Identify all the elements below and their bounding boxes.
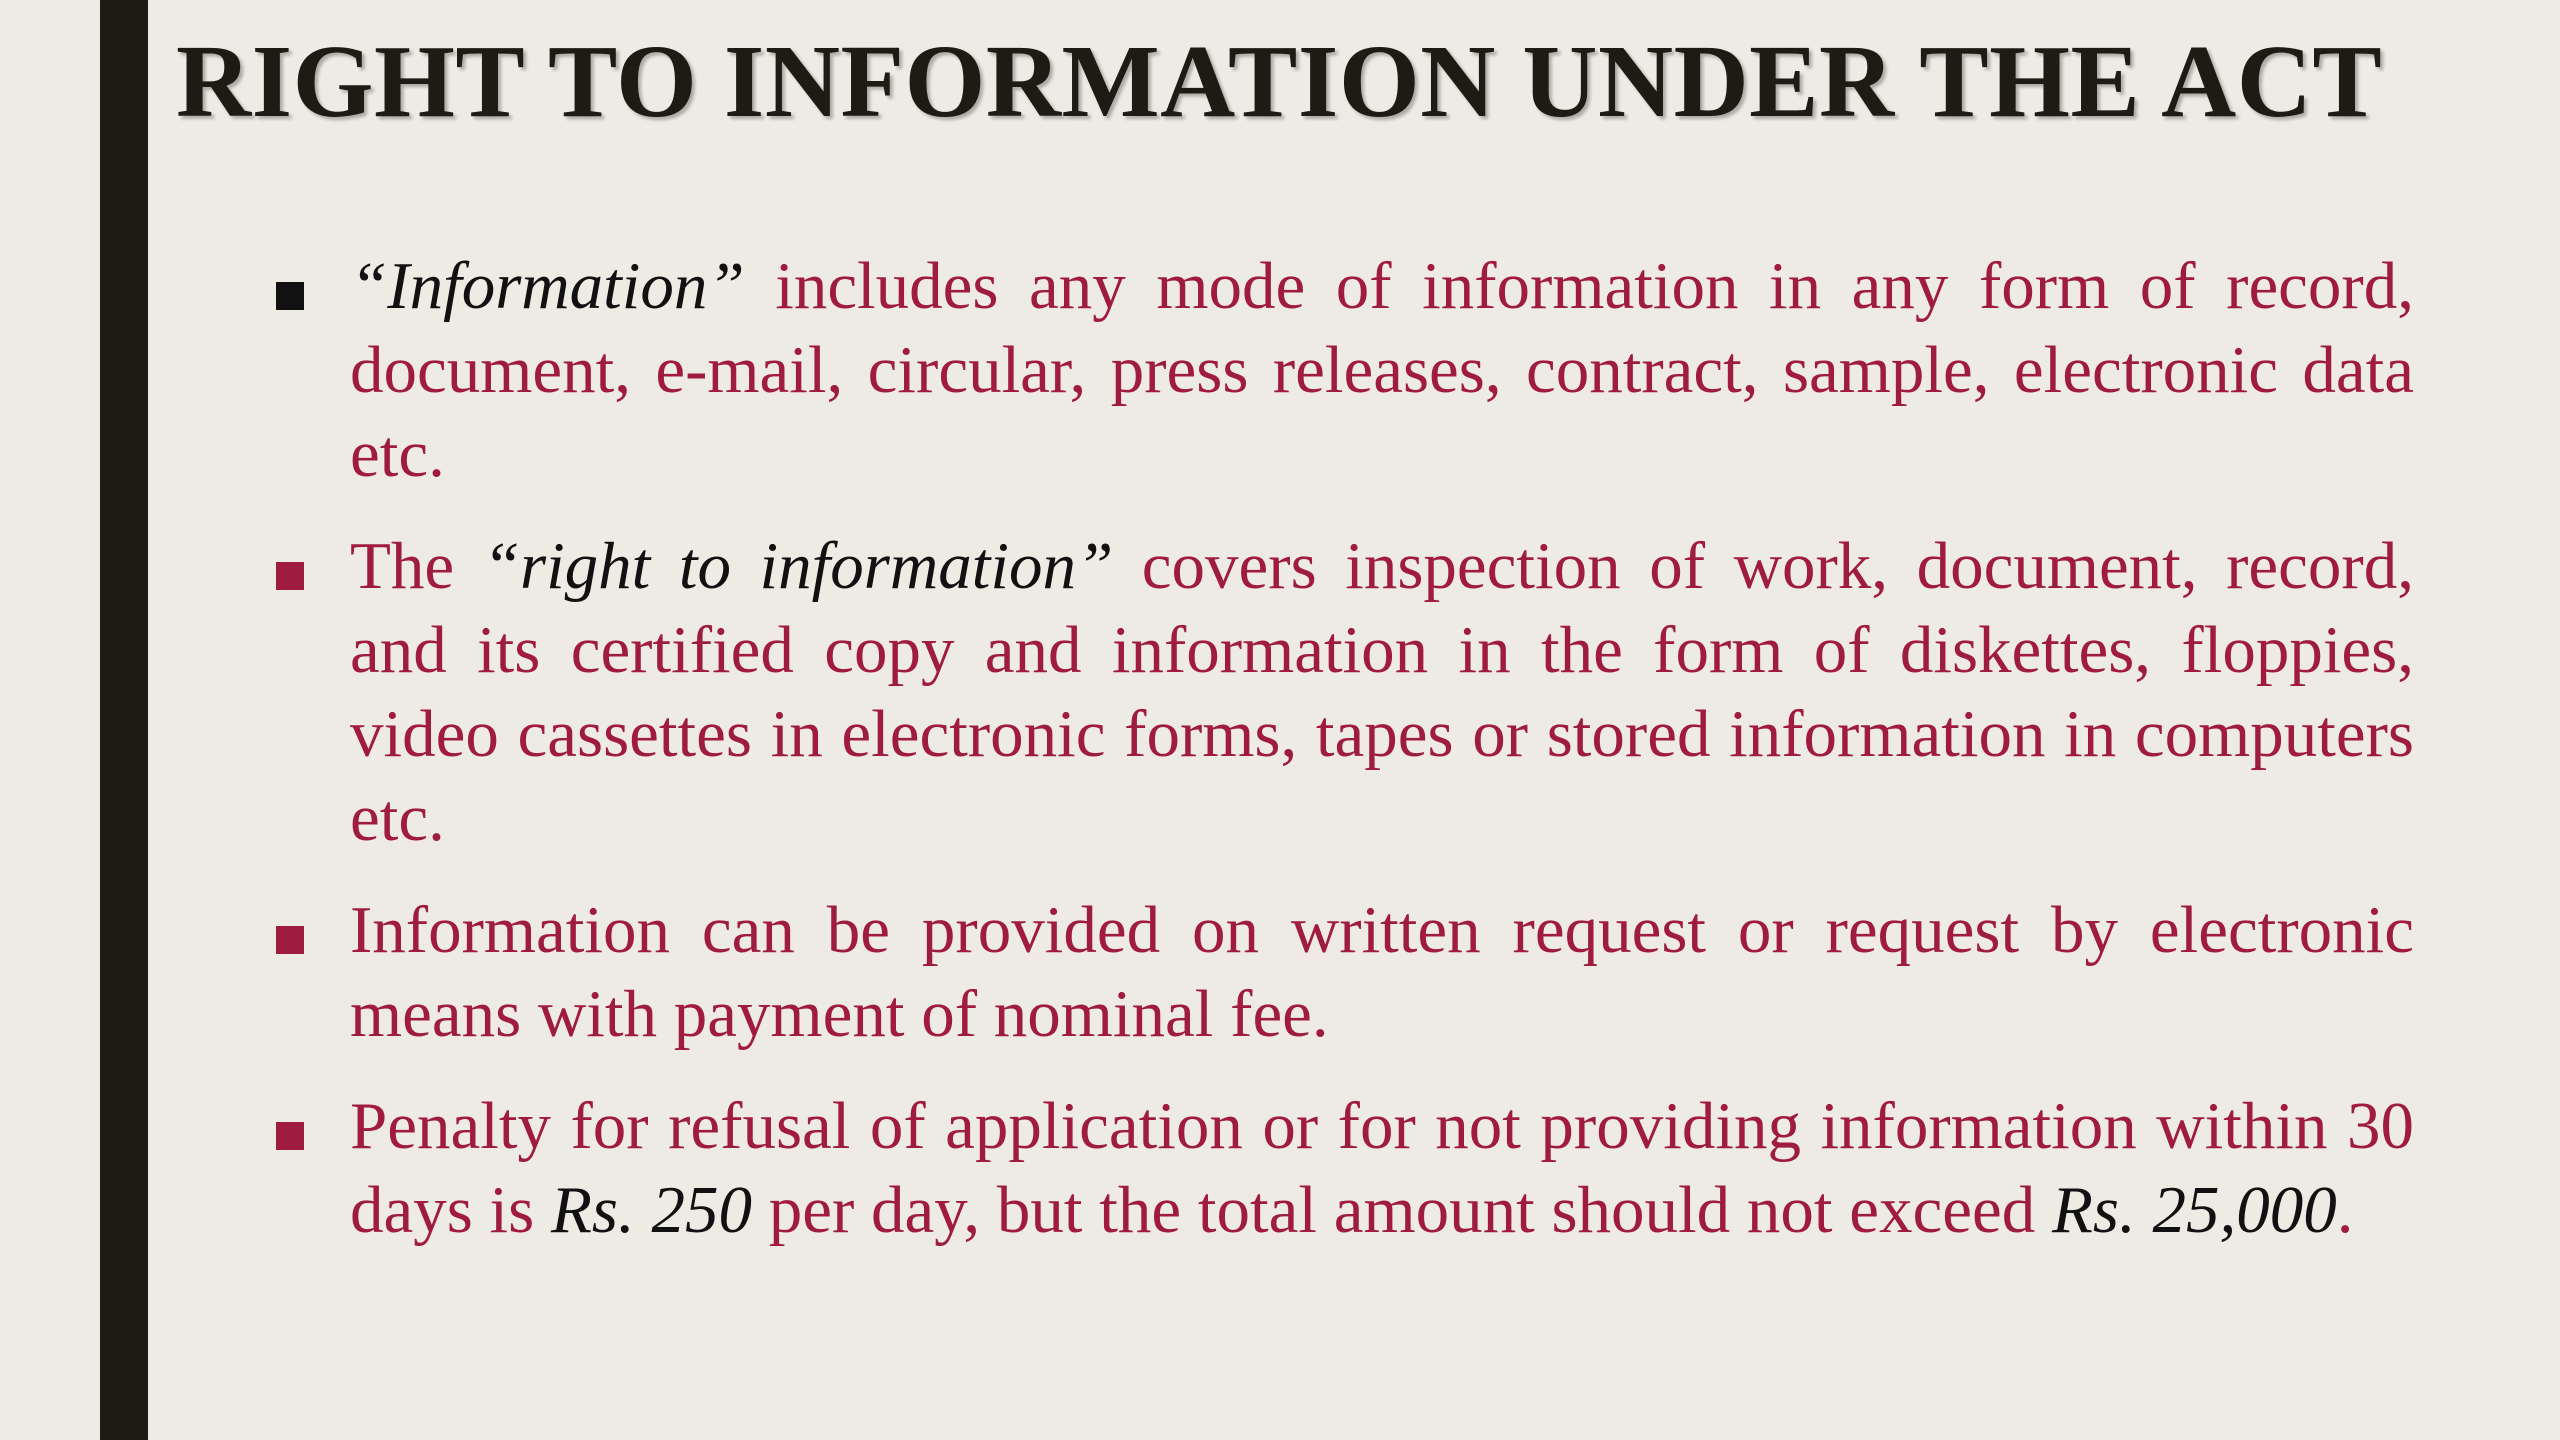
bullet-text: includes any mode of information in any form of record, document, e-mail, circular, press releases, contract, sample, electronic data etc. (350, 249, 2414, 491)
square-bullet-icon (276, 926, 304, 954)
bullet-text: Information can be provided on written request or request by electronic means with payment of nominal fee. (350, 893, 2414, 1051)
bullet-text: Penalty for refusal of application or for not providing information within 30 days is (350, 1089, 2414, 1247)
bullet-text-emphasis: “Information” (350, 249, 745, 323)
square-bullet-icon (276, 562, 304, 590)
bullet-text-emphasis: Rs. 250 (551, 1173, 752, 1247)
left-accent-bar (100, 0, 148, 1440)
bullet-item (264, 888, 2414, 1056)
slide-title: RIGHT TO INFORMATION UNDER THE ACT (176, 24, 2383, 139)
square-bullet-icon (276, 282, 304, 310)
bullet-list (264, 244, 2414, 1280)
bullet-item (264, 244, 2414, 496)
bullet-text-emphasis: Rs. 25,000 (2051, 1173, 2337, 1247)
bullet-item (264, 524, 2414, 860)
bullet-text: . (2336, 1173, 2354, 1247)
bullet-text: The (350, 529, 483, 603)
bullet-text-emphasis: “right to information” (482, 529, 1114, 603)
square-bullet-icon (276, 1122, 304, 1150)
bullet-item (264, 1084, 2414, 1252)
bullet-text: covers inspection of work, document, record, and its certified copy and information in the form of diskettes, floppies, video cassettes in electronic forms, tapes or stored information in computers etc. (350, 529, 2414, 855)
bullet-text: per day, but the total amount should not exceed (752, 1173, 2052, 1247)
